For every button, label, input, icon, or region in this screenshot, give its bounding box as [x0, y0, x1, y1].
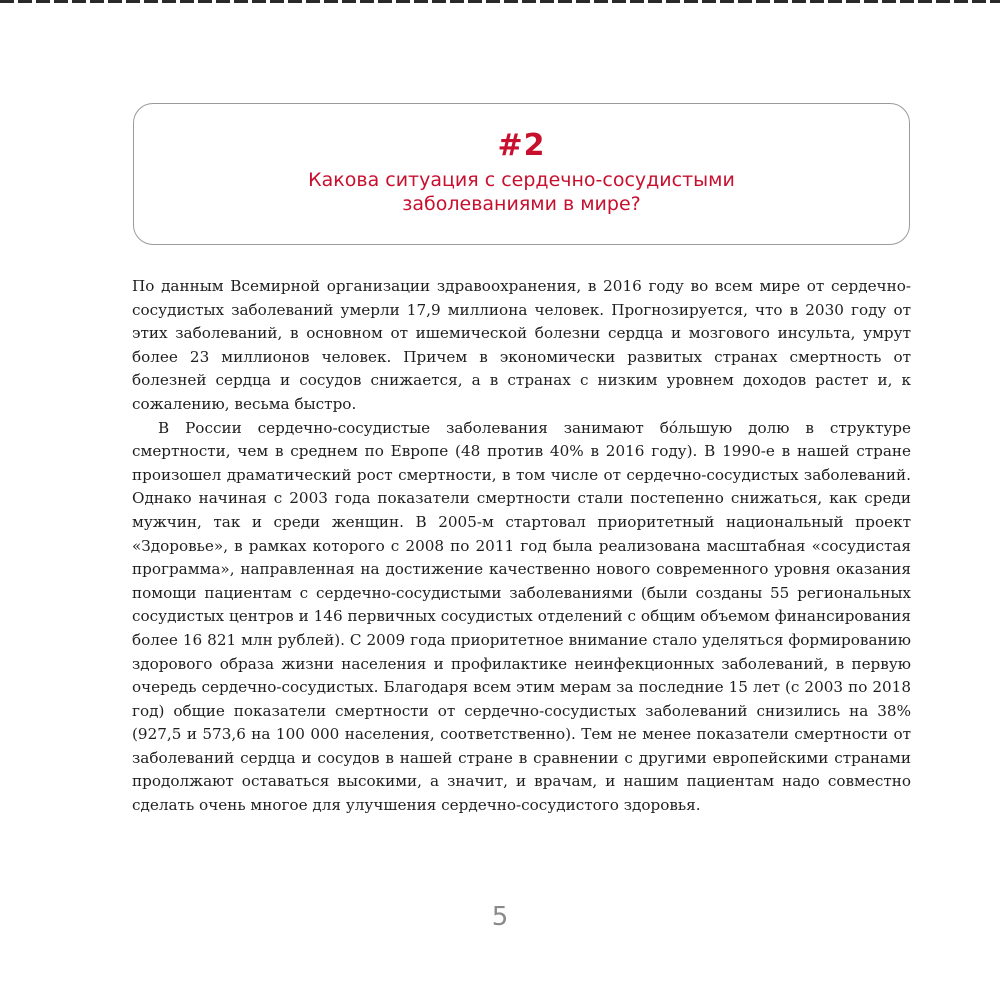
question-number: #2	[497, 128, 546, 163]
top-rule-decoration	[0, 0, 1000, 3]
question-title-line-1: Какова ситуация с сердечно-сосудистыми	[308, 169, 735, 191]
question-box	[133, 103, 910, 245]
question-title-line-2: заболеваниями в мире?	[402, 193, 641, 215]
paragraph-1: По данным Всемирной организации здравоохранения, в 2016 году во всем мире от сердечно-сосудистых заболеваний умерли 17,9 миллиона человек. Прогнозируется, что в 2030 году от этих заболеваний, в основном от ишемической болезни сердца и мозгового инсульта, умрут более 23 миллионов человек. Причем в экономически развитых странах смертность от болезней сердца и сосудов снижается, а в странах с низким уровнем доходов растет и, к сожалению, весьма быстро.	[132, 277, 911, 413]
page-number: 5	[491, 902, 509, 932]
question-title	[134, 168, 909, 216]
body-text	[132, 275, 911, 818]
paragraph-2: В России сердечно-сосудистые заболевания занимают бо́льшую долю в структуре смертности, чем в среднем по Европе (48 против 40% в 2016 году). В 1990-е в нашей стране произошел драматический рост смертности, в том числе от сердечно-сосудистых заболеваний. Однако начиная с 2003 года показатели смертности стали постепенно снижаться, как среди мужчин, так и среди женщин. В 2005-м стартовал приоритетный национальный проект «Здоровье», в рамках которого с 2008 по 2011 год была реализована масштабная «сосудистая программа», направленная на достижение качественно нового современного уровня оказания помощи пациентам с сердечно-сосудистыми заболеваниями (были созданы 55 региональных сосудистых центров и 146 первичных сосудистых отделений с общим объемом финансирования более 16 821 млн рублей). С 2009 года приоритетное внимание стало уделяться формированию здорового образа жизни населения и профилактике неинфекционных заболеваний, в первую очередь сердечно-сосудистых. Благодаря всем этим мерам за последние 15 лет (с 2003 по 2018 год) общие показатели смертности от сердечно-сосудистых заболеваний снизились на 38% (927,5 и 573,6 на 100 000 населения, соответственно). Тем не менее показатели смертности от заболеваний сердца и сосудов в нашей стране в сравнении с другими европейскими странами продолжают оставаться высокими, а значит, и врачам, и нашим пациентам надо совместно сделать очень многое для улучшения сердечно-сосудистого здоровья.	[132, 418, 911, 815]
